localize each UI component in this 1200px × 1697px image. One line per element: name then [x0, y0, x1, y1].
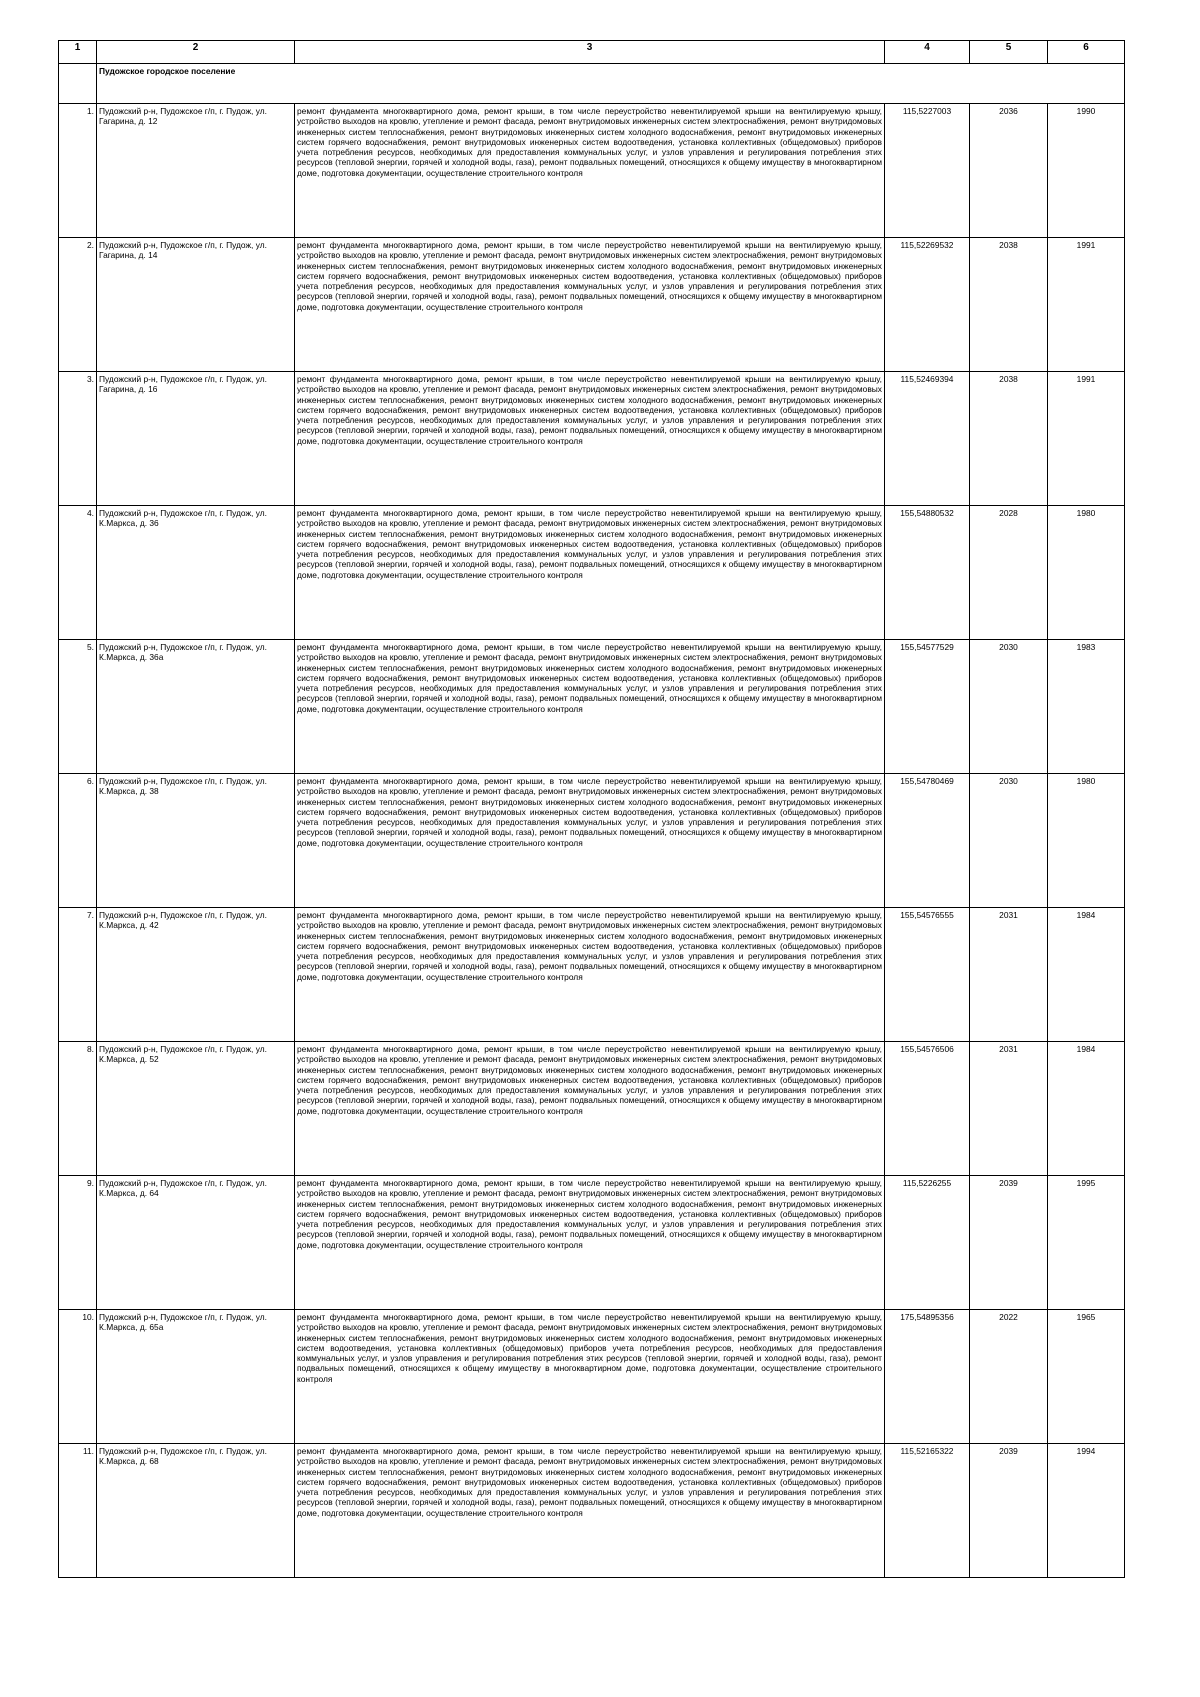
table-row — [59, 372, 1125, 506]
built-year-cell: 1983 — [1048, 640, 1125, 774]
works-cell: ремонт фундамента многоквартирного дома, ремонт крыши, в том числе переустройство невентилируемой крыши на вентилируемую крышу, устройство выходов на кровлю, утепление и ремонт фасада, ремонт внутридомовых инженерных систем электроснабжения, ремонт внутридомовых инженерных систем теплоснабжения, ремонт внутридомовых инженерных систем холодного водоснабжения, ремонт внутридомовых инженерных систем горячего водоснабжения, ремонт внутридомовых инженерных систем водоотведения, установка коллективных (общедомовых) приборов учета потребления ресурсов, необходимых для предоставления коммунальных услуг, и узлов управления и регулирования потребления этих ресурсов (тепловой энергии, горячей и холодной воды, газа), ремонт подвальных помещений, относящихся к общему имуществу в многоквартирном доме, подготовка документации, осуществление строительного контроля — [295, 238, 885, 372]
row-number-cell: 4. — [59, 506, 97, 640]
planned-year-cell: 2030 — [970, 640, 1048, 774]
row-number-cell: 10. — [59, 1310, 97, 1444]
address-cell: Пудожский р-н, Пудожское г/п, г. Пудож, ул. К.Маркса, д. 36 — [97, 506, 295, 640]
planned-year-cell: 2031 — [970, 1042, 1048, 1176]
value-cell: 155,54780469 — [885, 774, 970, 908]
address-cell: Пудожский р-н, Пудожское г/п, г. Пудож, ул. Гагарина, д. 12 — [97, 104, 295, 238]
built-year-cell: 1984 — [1048, 908, 1125, 1042]
planned-year-cell: 2038 — [970, 372, 1048, 506]
works-cell: ремонт фундамента многоквартирного дома, ремонт крыши, в том числе переустройство невентилируемой крыши на вентилируемую крышу, устройство выходов на кровлю, утепление и ремонт фасада, ремонт внутридомовых инженерных систем электроснабжения, ремонт внутридомовых инженерных систем теплоснабжения, ремонт внутридомовых инженерных систем холодного водоснабжения, ремонт внутридомовых инженерных систем горячего водоснабжения, ремонт внутридомовых инженерных систем водоотведения, установка коллективных (общедомовых) приборов учета потребления ресурсов, необходимых для предоставления коммунальных услуг, и узлов управления и регулирования потребления этих ресурсов (тепловой энергии, горячей и холодной воды, газа), ремонт подвальных помещений, относящихся к общему имуществу в многоквартирном доме, подготовка документации, осуществление строительного контроля — [295, 1444, 885, 1578]
row-number-cell: 9. — [59, 1176, 97, 1310]
table-row — [59, 238, 1125, 372]
value-cell: 155,54576506 — [885, 1042, 970, 1176]
built-year-cell: 1991 — [1048, 238, 1125, 372]
table-row — [59, 506, 1125, 640]
address-cell: Пудожский р-н, Пудожское г/п, г. Пудож, ул. К.Маркса, д. 38 — [97, 774, 295, 908]
works-cell: ремонт фундамента многоквартирного дома, ремонт крыши, в том числе переустройство невентилируемой крыши на вентилируемую крышу, устройство выходов на кровлю, утепление и ремонт фасада, ремонт внутридомовых инженерных систем электроснабжения, ремонт внутридомовых инженерных систем теплоснабжения, ремонт внутридомовых инженерных систем холодного водоснабжения, ремонт внутридомовых инженерных систем горячего водоснабжения, ремонт внутридомовых инженерных систем водоотведения, установка коллективных (общедомовых) приборов учета потребления ресурсов, необходимых для предоставления коммунальных услуг, и узлов управления и регулирования потребления этих ресурсов (тепловой энергии, горячей и холодной воды, газа), ремонт подвальных помещений, относящихся к общему имуществу в многоквартирном доме, подготовка документации, осуществление строительного контроля — [295, 774, 885, 908]
planned-year-cell: 2039 — [970, 1444, 1048, 1578]
value-cell: 115,52469394 — [885, 372, 970, 506]
planned-year-cell: 2030 — [970, 774, 1048, 908]
built-year-cell: 1994 — [1048, 1444, 1125, 1578]
table-row — [59, 640, 1125, 774]
row-number-cell: 7. — [59, 908, 97, 1042]
value-cell: 155,54576555 — [885, 908, 970, 1042]
section-title: Пудожское городское поселение — [97, 64, 1125, 104]
table-row — [59, 104, 1125, 238]
address-cell: Пудожский р-н, Пудожское г/п, г. Пудож, ул. К.Маркса, д. 68 — [97, 1444, 295, 1578]
works-cell: ремонт фундамента многоквартирного дома, ремонт крыши, в том числе переустройство невентилируемой крыши на вентилируемую крышу, устройство выходов на кровлю, утепление и ремонт фасада, ремонт внутридомовых инженерных систем электроснабжения, ремонт внутридомовых инженерных систем теплоснабжения, ремонт внутридомовых инженерных систем холодного водоснабжения, ремонт внутридомовых инженерных систем горячего водоснабжения, ремонт внутридомовых инженерных систем водоотведения, установка коллективных (общедомовых) приборов учета потребления ресурсов, необходимых для предоставления коммунальных услуг, и узлов управления и регулирования потребления этих ресурсов (тепловой энергии, горячей и холодной воды, газа), ремонт подвальных помещений, относящихся к общему имуществу в многоквартирном доме, подготовка документации, осуществление строительного контроля — [295, 372, 885, 506]
table-row — [59, 1042, 1125, 1176]
table-row — [59, 774, 1125, 908]
address-cell: Пудожский р-н, Пудожское г/п, г. Пудож, ул. К.Маркса, д. 42 — [97, 908, 295, 1042]
value-cell: 155,54577529 — [885, 640, 970, 774]
works-cell: ремонт фундамента многоквартирного дома, ремонт крыши, в том числе переустройство невентилируемой крыши на вентилируемую крышу, устройство выходов на кровлю, утепление и ремонт фасада, ремонт внутридомовых инженерных систем электроснабжения, ремонт внутридомовых инженерных систем теплоснабжения, ремонт внутридомовых инженерных систем холодного водоснабжения, ремонт внутридомовых инженерных систем водоотведения, установка коллективных (общедомовых) приборов учета потребления ресурсов, необходимых для предоставления коммунальных услуг, и узлов управления и регулирования потребления этих ресурсов (тепловой энергии, горячей и холодной воды, газа), ремонт подвальных помещений, относящихся к общему имуществу в многоквартирном доме, подготовка документации, осуществление строительного контроля — [295, 1310, 885, 1444]
row-number-cell: 3. — [59, 372, 97, 506]
document-page — [58, 40, 1124, 1578]
built-year-cell: 1991 — [1048, 372, 1125, 506]
table-row — [59, 1444, 1125, 1578]
row-number-cell: 5. — [59, 640, 97, 774]
planned-year-cell: 2031 — [970, 908, 1048, 1042]
works-cell: ремонт фундамента многоквартирного дома, ремонт крыши, в том числе переустройство невентилируемой крыши на вентилируемую крышу, устройство выходов на кровлю, утепление и ремонт фасада, ремонт внутридомовых инженерных систем электроснабжения, ремонт внутридомовых инженерных систем теплоснабжения, ремонт внутридомовых инженерных систем холодного водоснабжения, ремонт внутридомовых инженерных систем горячего водоснабжения, ремонт внутридомовых инженерных систем водоотведения, установка коллективных (общедомовых) приборов учета потребления ресурсов, необходимых для предоставления коммунальных услуг, и узлов управления и регулирования потребления этих ресурсов (тепловой энергии, горячей и холодной воды, газа), ремонт подвальных помещений, относящихся к общему имуществу в многоквартирном доме, подготовка документации, осуществление строительного контроля — [295, 1042, 885, 1176]
planned-year-cell: 2039 — [970, 1176, 1048, 1310]
address-cell: Пудожский р-н, Пудожское г/п, г. Пудож, ул. К.Маркса, д. 65а — [97, 1310, 295, 1444]
table-row — [59, 1310, 1125, 1444]
works-cell: ремонт фундамента многоквартирного дома, ремонт крыши, в том числе переустройство невентилируемой крыши на вентилируемую крышу, устройство выходов на кровлю, утепление и ремонт фасада, ремонт внутридомовых инженерных систем электроснабжения, ремонт внутридомовых инженерных систем теплоснабжения, ремонт внутридомовых инженерных систем холодного водоснабжения, ремонт внутридомовых инженерных систем горячего водоснабжения, ремонт внутридомовых инженерных систем водоотведения, установка коллективных (общедомовых) приборов учета потребления ресурсов, необходимых для предоставления коммунальных услуг, и узлов управления и регулирования потребления этих ресурсов (тепловой энергии, горячей и холодной воды, газа), ремонт подвальных помещений, относящихся к общему имуществу в многоквартирном доме, подготовка документации, осуществление строительного контроля — [295, 1176, 885, 1310]
built-year-cell: 1980 — [1048, 774, 1125, 908]
planned-year-cell: 2036 — [970, 104, 1048, 238]
built-year-cell: 1990 — [1048, 104, 1125, 238]
value-cell: 175,54895356 — [885, 1310, 970, 1444]
planned-year-cell: 2028 — [970, 506, 1048, 640]
planned-year-cell: 2038 — [970, 238, 1048, 372]
header-col-6: 6 — [1048, 41, 1125, 64]
header-row — [59, 41, 1125, 64]
works-cell: ремонт фундамента многоквартирного дома, ремонт крыши, в том числе переустройство невентилируемой крыши на вентилируемую крышу, устройство выходов на кровлю, утепление и ремонт фасада, ремонт внутридомовых инженерных систем электроснабжения, ремонт внутридомовых инженерных систем теплоснабжения, ремонт внутридомовых инженерных систем холодного водоснабжения, ремонт внутридомовых инженерных систем горячего водоснабжения, ремонт внутридомовых инженерных систем водоотведения, установка коллективных (общедомовых) приборов учета потребления ресурсов, необходимых для предоставления коммунальных услуг, и узлов управления и регулирования потребления этих ресурсов (тепловой энергии, горячей и холодной воды, газа), ремонт подвальных помещений, относящихся к общему имуществу в многоквартирном доме, подготовка документации, осуществление строительного контроля — [295, 506, 885, 640]
row-number-cell: 2. — [59, 238, 97, 372]
value-cell: 155,54880532 — [885, 506, 970, 640]
address-cell: Пудожский р-н, Пудожское г/п, г. Пудож, ул. Гагарина, д. 16 — [97, 372, 295, 506]
works-cell: ремонт фундамента многоквартирного дома, ремонт крыши, в том числе переустройство невентилируемой крыши на вентилируемую крышу, устройство выходов на кровлю, утепление и ремонт фасада, ремонт внутридомовых инженерных систем электроснабжения, ремонт внутридомовых инженерных систем теплоснабжения, ремонт внутридомовых инженерных систем холодного водоснабжения, ремонт внутридомовых инженерных систем горячего водоснабжения, ремонт внутридомовых инженерных систем водоотведения, установка коллективных (общедомовых) приборов учета потребления ресурсов, необходимых для предоставления коммунальных услуг, и узлов управления и регулирования потребления этих ресурсов (тепловой энергии, горячей и холодной воды, газа), ремонт подвальных помещений, относящихся к общему имуществу в многоквартирном доме, подготовка документации, осуществление строительного контроля — [295, 104, 885, 238]
address-cell: Пудожский р-н, Пудожское г/п, г. Пудож, ул. К.Маркса, д. 52 — [97, 1042, 295, 1176]
section-empty-cell — [59, 64, 97, 104]
address-cell: Пудожский р-н, Пудожское г/п, г. Пудож, ул. Гагарина, д. 14 — [97, 238, 295, 372]
table-row — [59, 908, 1125, 1042]
capital-repair-table — [58, 40, 1125, 1578]
row-number-cell: 6. — [59, 774, 97, 908]
row-number-cell: 11. — [59, 1444, 97, 1578]
row-number-cell: 8. — [59, 1042, 97, 1176]
works-cell: ремонт фундамента многоквартирного дома, ремонт крыши, в том числе переустройство невентилируемой крыши на вентилируемую крышу, устройство выходов на кровлю, утепление и ремонт фасада, ремонт внутридомовых инженерных систем электроснабжения, ремонт внутридомовых инженерных систем теплоснабжения, ремонт внутридомовых инженерных систем холодного водоснабжения, ремонт внутридомовых инженерных систем горячего водоснабжения, ремонт внутридомовых инженерных систем водоотведения, установка коллективных (общедомовых) приборов учета потребления ресурсов, необходимых для предоставления коммунальных услуг, и узлов управления и регулирования потребления этих ресурсов (тепловой энергии, горячей и холодной воды, газа), ремонт подвальных помещений, относящихся к общему имуществу в многоквартирном доме, подготовка документации, осуществление строительного контроля — [295, 640, 885, 774]
planned-year-cell: 2022 — [970, 1310, 1048, 1444]
section-row — [59, 64, 1125, 104]
works-cell: ремонт фундамента многоквартирного дома, ремонт крыши, в том числе переустройство невентилируемой крыши на вентилируемую крышу, устройство выходов на кровлю, утепление и ремонт фасада, ремонт внутридомовых инженерных систем электроснабжения, ремонт внутридомовых инженерных систем теплоснабжения, ремонт внутридомовых инженерных систем холодного водоснабжения, ремонт внутридомовых инженерных систем горячего водоснабжения, ремонт внутридомовых инженерных систем водоотведения, установка коллективных (общедомовых) приборов учета потребления ресурсов, необходимых для предоставления коммунальных услуг, и узлов управления и регулирования потребления этих ресурсов (тепловой энергии, горячей и холодной воды, газа), ремонт подвальных помещений, относящихся к общему имуществу в многоквартирном доме, подготовка документации, осуществление строительного контроля — [295, 908, 885, 1042]
address-cell: Пудожский р-н, Пудожское г/п, г. Пудож, ул. К.Маркса, д. 64 — [97, 1176, 295, 1310]
header-col-3: 3 — [295, 41, 885, 64]
value-cell: 115,52269532 — [885, 238, 970, 372]
value-cell: 115,5227003 — [885, 104, 970, 238]
header-col-1: 1 — [59, 41, 97, 64]
built-year-cell: 1965 — [1048, 1310, 1125, 1444]
value-cell: 115,5226255 — [885, 1176, 970, 1310]
built-year-cell: 1995 — [1048, 1176, 1125, 1310]
header-col-2: 2 — [97, 41, 295, 64]
built-year-cell: 1984 — [1048, 1042, 1125, 1176]
value-cell: 115,52165322 — [885, 1444, 970, 1578]
header-col-4: 4 — [885, 41, 970, 64]
built-year-cell: 1980 — [1048, 506, 1125, 640]
table-row — [59, 1176, 1125, 1310]
header-col-5: 5 — [970, 41, 1048, 64]
address-cell: Пудожский р-н, Пудожское г/п, г. Пудож, ул. К.Маркса, д. 36а — [97, 640, 295, 774]
row-number-cell: 1. — [59, 104, 97, 238]
